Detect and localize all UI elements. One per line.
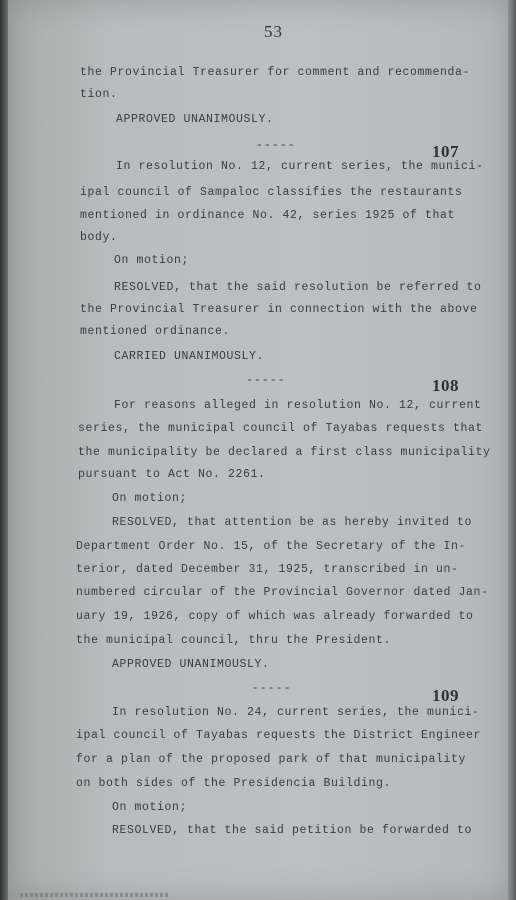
text-line: RESOLVED, that attention be as hereby invited to [112, 516, 473, 529]
text-line: CARRIED UNANIMOUSLY. [114, 350, 265, 363]
separator: ----- [246, 374, 286, 387]
text-line: uary 19, 1926, copy of which was already forwarded to [76, 610, 474, 623]
page-number: 53 [264, 22, 283, 41]
resolution-number: 107 [432, 142, 459, 161]
resolution-number: 108 [432, 376, 459, 395]
book-spine [0, 0, 8, 900]
text-line: On motion; [112, 801, 188, 814]
text-line: In resolution No. 12, current series, the munici- [116, 160, 484, 173]
text-line: ipal council of Sampaloc classifies the restaurants [80, 186, 463, 199]
text-line: mentioned ordinance. [80, 325, 231, 338]
text-line: On motion; [112, 492, 188, 505]
resolution-number: 109 [432, 686, 459, 705]
text-line: On motion; [114, 254, 190, 267]
separator: ----- [252, 682, 292, 695]
text-line: tion. [80, 88, 118, 101]
text-line: RESOLVED, that the said petition be forwarded to [112, 824, 473, 837]
text-line: numbered circular of the Provincial Governor dated Jan- [76, 586, 489, 599]
text-line: the municipality be declared a first class municipality [78, 446, 491, 459]
text-line: for a plan of the proposed park of that municipality [76, 753, 467, 766]
text-line: terior, dated December 31, 1925, transcribed in un- [76, 563, 459, 576]
text-line: ipal council of Tayabas requests the District Engineer [76, 729, 482, 742]
text-line: pursuant to Act No. 2261. [78, 468, 266, 481]
text-line: In resolution No. 24, current series, the munici- [112, 706, 480, 719]
text-line: body. [80, 231, 118, 244]
text-line: the Provincial Treasurer in connection with the above [80, 303, 478, 316]
text-line: on both sides of the Presidencia Building. [76, 777, 392, 790]
page-edge [508, 0, 516, 900]
text-line: the Provincial Treasurer for comment and recommenda- [80, 66, 471, 79]
text-line: series, the municipal council of Tayabas requests that [78, 422, 484, 435]
text-line: the municipal council, thru the President. [76, 634, 392, 647]
text-line: Department Order No. 15, of the Secretary of the In- [76, 540, 467, 553]
text-line: For reasons alleged in resolution No. 12, current [114, 399, 482, 412]
scan-footer-mark [20, 893, 170, 897]
text-line: APPROVED UNANIMOUSLY. [112, 658, 270, 671]
text-line: APPROVED UNANIMOUSLY. [116, 113, 274, 126]
text-line: RESOLVED, that the said resolution be referred to [114, 281, 482, 294]
text-line: mentioned in ordinance No. 42, series 1925 of that [80, 209, 456, 222]
separator: ----- [256, 139, 296, 152]
